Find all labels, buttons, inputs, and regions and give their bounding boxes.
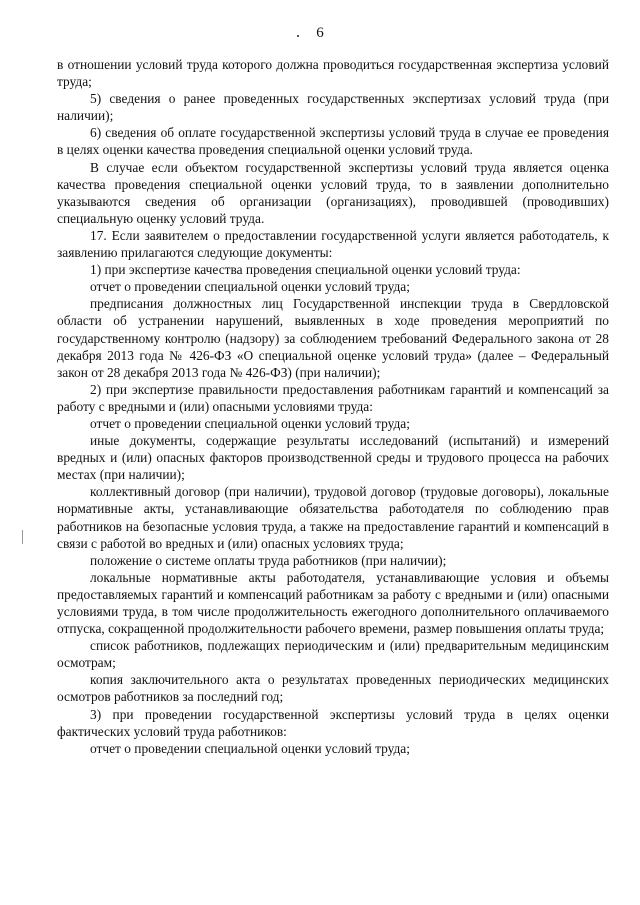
- paragraph-organization-info: В случае если объектом государственной экспертизы условий труда является оценка качества проведения специальной оценки условий труда, то в заявлении дополнительно указываются сведения об организации (организациях), проводившей (проводивших) специальную оценку условий труда.: [57, 159, 609, 226]
- list-item: локальные нормативные акты работодателя, устанавливающие условия и объемы предоставляемых гарантий и компенсаций работникам за работу с вредными и (или) опасными условиями труда, в том числе продолжительность ежегодного дополнительного оплачиваемого отпуска, сокращенной продолжительности рабочего времени, размер повышения оплаты труда;: [57, 569, 609, 637]
- list-item: коллективный договор (при наличии), трудовой договор (трудовые договоры), локальные нормативные акты, устанавливающие обязательства работодателя по соблюдению прав работников на безопасные условия труда, а также на предоставление гарантий и компенсаций в связи с работой во вредных и (или) опасных условиях труда;: [57, 484, 609, 551]
- list-item: положение о системе оплаты труда работников (при наличии);: [90, 552, 447, 568]
- list-item: отчет о проведении специальной оценки условий труда;: [90, 740, 410, 756]
- paragraph-item-6: 6) сведения об оплате государственной экспертизы условий труда в случае ее проведения в целях оценки качества проведения специальной оценки условий труда.: [57, 125, 609, 158]
- scan-mark: [22, 530, 23, 544]
- document-body: [57, 56, 609, 757]
- page-number: 6: [316, 25, 324, 41]
- paragraph-sub-1: 1) при экспертизе качества проведения специальной оценки условий труда:: [90, 262, 521, 278]
- list-item: копия заключительного акта о результатах проведенных периодических медицинских осмотров работников за последний год;: [57, 672, 609, 705]
- paragraph-sub-2: 2) при экспертизе правильности предоставления работникам гарантий и компенсаций за работу с вредными и (или) опасными условиями труда:: [57, 381, 609, 414]
- scan-speck: [297, 35, 299, 37]
- list-item: предписания должностных лиц Государственной инспекции труда в Свердловской области об устранении нарушений, выявленных в ходе проведения мероприятий по государственному контролю (надзору) за соблюдением требований Федерального закона от 28 декабря 2013 года № 426-ФЗ «О специальной оценке условий труда» (далее – Федеральный закон от 28 декабря 2013 года № 426-ФЗ) (при наличии);: [57, 296, 609, 380]
- paragraph-sub-3: 3) при проведении государственной экспертизы условий труда в целях оценки фактических условий труда работников:: [57, 706, 609, 739]
- list-item: иные документы, содержащие результаты исследований (испытаний) и измерений вредных и (или) опасных факторов производственной среды и трудового процесса на рабочих местах (при наличии);: [57, 433, 609, 483]
- paragraph-item-5: 5) сведения о ранее проведенных государственных экспертизах условий труда (при наличии);: [57, 91, 609, 124]
- list-item: отчет о проведении специальной оценки условий труда;: [90, 415, 410, 431]
- paragraph-continuation: в отношении условий труда которого должна проводиться государственная экспертиза условий труда;: [57, 57, 609, 90]
- list-item: отчет о проведении специальной оценки условий труда;: [90, 279, 410, 295]
- list-item: список работников, подлежащих периодическим и (или) предварительным медицинским осмотрам;: [57, 638, 609, 671]
- paragraph-clause-17: 17. Если заявителем о предоставлении государственной услуги является работодатель, к заявлению прилагаются следующие документы:: [57, 227, 609, 261]
